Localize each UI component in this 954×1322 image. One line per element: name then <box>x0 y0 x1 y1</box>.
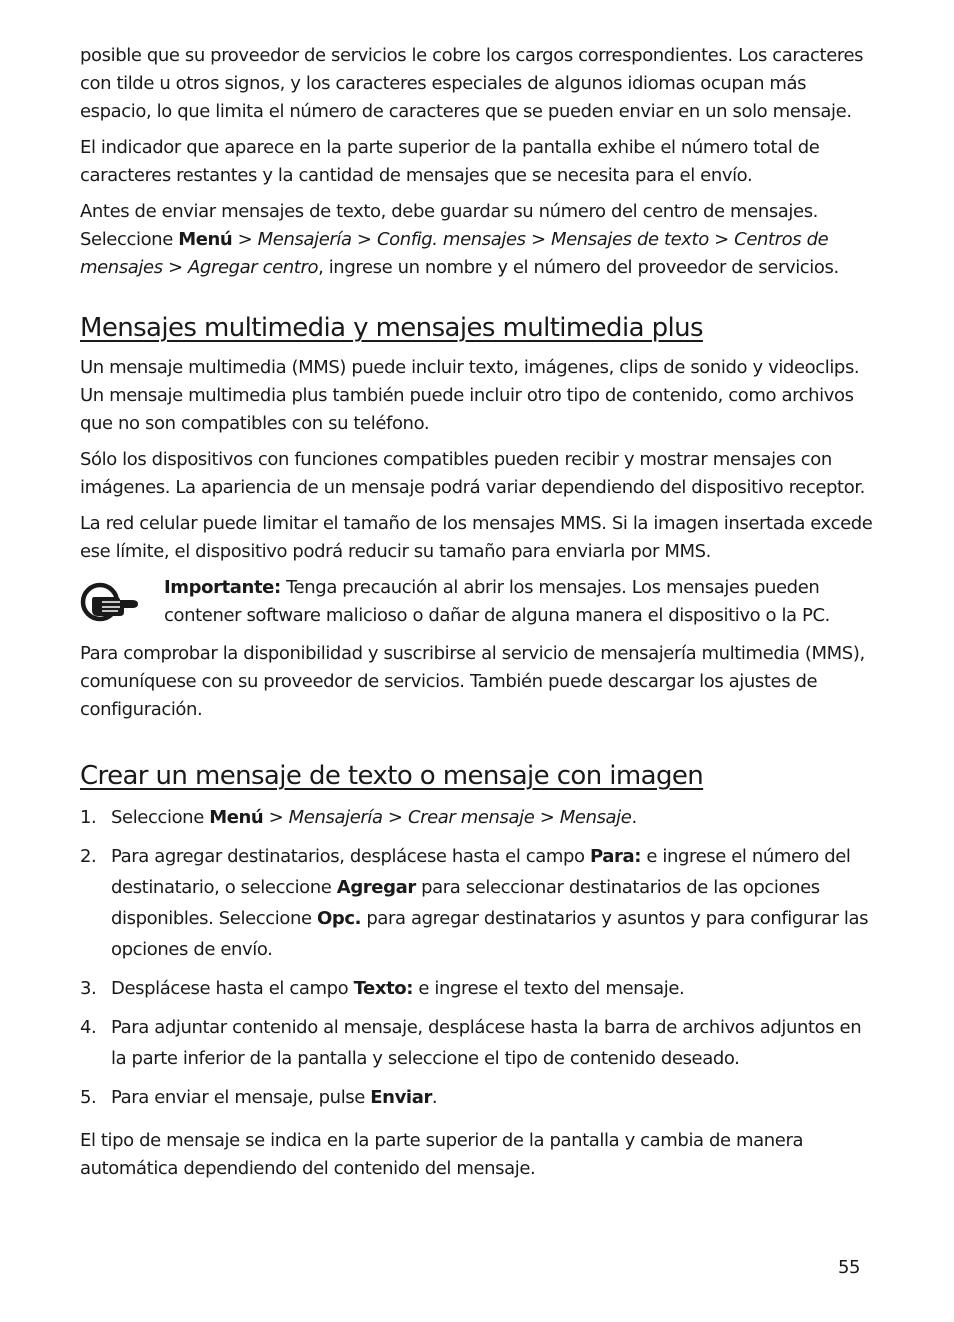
text: . <box>431 1087 438 1108</box>
paragraph-message-center <box>80 198 875 282</box>
list-item <box>80 1082 875 1113</box>
paragraph: Sólo los dispositivos con funciones compatibles pueden recibir y mostrar mensajes con imágenes. La apariencia de un mensaje podrá variar dependiendo del dispositivo receptor. <box>80 449 865 498</box>
text: Para agregar destinatarios, desplácese hasta el campo <box>111 846 590 867</box>
step-text <box>111 1082 875 1113</box>
menu-path-mensajeria: Mensajería <box>288 807 383 828</box>
section-heading-create: Crear un mensaje de texto o mensaje con imagen <box>80 761 704 791</box>
page-number: 55 <box>838 1257 861 1278</box>
separator: > <box>162 257 189 278</box>
text: e ingrese el texto del mensaje. <box>413 978 685 999</box>
paragraph: El indicador que aparece en la parte superior de la pantalla exhibe el número total de caracteres restantes y la cantidad de mensajes que se necesita para el envío. <box>80 137 820 186</box>
paragraph: Para comprobar la disponibilidad y suscribirse al servicio de mensajería multimedia (MMS), comuníquese con su proveedor de servicios. También puede descargar los ajustes de configuración. <box>80 643 865 720</box>
warning-hand-icon <box>80 574 164 628</box>
text: Para enviar el mensaje, pulse <box>111 1087 371 1108</box>
text: , ingrese un nombre y el número del proveedor de servicios. <box>318 257 839 278</box>
separator: > <box>351 229 377 250</box>
menu-path-mensaje: Mensaje <box>559 807 632 828</box>
menu-term: Menú <box>209 807 264 828</box>
step-text <box>111 841 875 965</box>
step-number: 4. <box>80 1017 97 1038</box>
list-item <box>80 973 875 1004</box>
list-item <box>80 1012 875 1074</box>
menu-path-config: Config. mensajes <box>376 229 526 250</box>
menu-path-crear: Crear mensaje <box>407 807 535 828</box>
text: . <box>631 807 637 828</box>
step-number: 3. <box>80 978 97 999</box>
menu-term: Menú <box>178 229 233 250</box>
section-heading-mms: Mensajes multimedia y mensajes multimedia plus <box>80 313 703 343</box>
text: para seleccionar destinatarios de las opciones disponibles. Seleccione <box>111 877 820 929</box>
note-label: Importante: <box>164 577 281 598</box>
text: e ingrese el número del destinatario, o seleccione <box>111 846 851 898</box>
separator: > <box>534 807 560 828</box>
command-opc: Opc. <box>316 908 362 929</box>
command-agregar: Agregar <box>336 877 416 898</box>
separator: > <box>263 807 289 828</box>
step-text <box>111 973 875 1004</box>
separator: > <box>708 229 735 250</box>
step-number: 5. <box>80 1087 97 1108</box>
field-texto: Texto: <box>353 978 414 999</box>
paragraph: Un mensaje multimedia (MMS) puede incluir texto, imágenes, clips de sonido y videoclips. Un mensaje multimedia plus también puede incluir otro tipo de contenido, como archivos que no son compatibles con su teléfono. <box>80 357 860 434</box>
menu-path-mensajeria: Mensajería <box>257 229 352 250</box>
important-note <box>80 574 875 630</box>
steps-list <box>80 802 875 1113</box>
text: Seleccione <box>111 807 210 828</box>
list-item <box>80 802 875 833</box>
document-page <box>80 42 875 1191</box>
paragraph: El tipo de mensaje se indica en la parte superior de la pantalla y cambia de manera automática dependiendo del contenido del mensaje. <box>80 1130 804 1179</box>
note-text <box>164 574 875 630</box>
paragraph: posible que su proveedor de servicios le cobre los cargos correspondientes. Los caracteres con tilde u otros signos, y los caracteres especiales de algunos idiomas ocupan más espacio, lo que limita el número de caracteres que se pueden enviar en un solo mensaje. <box>80 45 864 122</box>
command-enviar: Enviar <box>370 1087 432 1108</box>
menu-path-agregar-centro: Agregar centro <box>188 257 319 278</box>
note-body: Tenga precaución al abrir los mensajes. Los mensajes pueden contener software malicioso o dañar de alguna manera el dispositivo o la PC. <box>164 577 830 626</box>
separator: > <box>382 807 408 828</box>
step-text <box>111 802 875 833</box>
text: Antes de enviar mensajes de texto, debe guardar su número del centro de mensajes. Seleccione <box>80 201 819 250</box>
paragraph: La red celular puede limitar el tamaño de los mensajes MMS. Si la imagen insertada excede ese límite, el dispositivo podrá reducir su tamaño para enviarla por MMS. <box>80 513 873 562</box>
list-item <box>80 841 875 965</box>
separator: > <box>525 229 551 250</box>
menu-path-mensajes-texto: Mensajes de texto <box>550 229 709 250</box>
step-number: 1. <box>80 807 97 828</box>
text: Desplácese hasta el campo <box>111 978 354 999</box>
menu-path-centros: Centros de mensajes <box>80 229 829 278</box>
step-number: 2. <box>80 846 97 867</box>
text: para agregar destinatarios y asuntos y para configurar las opciones de envío. <box>111 908 869 960</box>
field-para: Para: <box>589 846 642 867</box>
step-text: Para adjuntar contenido al mensaje, desplácese hasta la barra de archivos adjuntos en la parte inferior de la pantalla y seleccione el tipo de contenido deseado. <box>111 1017 862 1069</box>
separator: > <box>232 229 258 250</box>
